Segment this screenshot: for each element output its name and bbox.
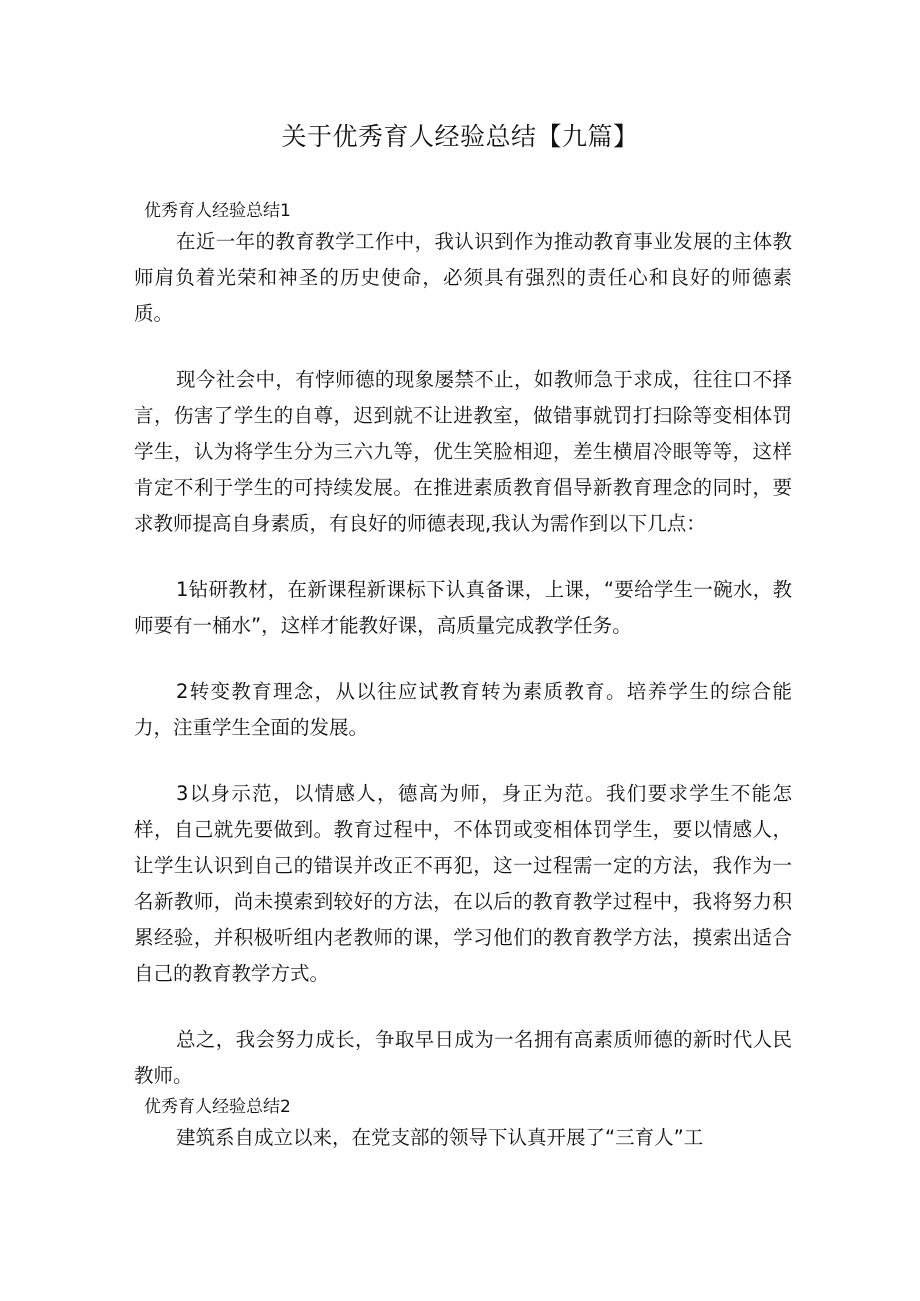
paragraph-spacer [134, 992, 792, 1022]
paragraph-society: 现今社会中，有悖师德的现象屡禁不止，如教师急于求成，往往口不择言，伤害了学生的自尊，迟到就不让进教室，做错事就罚打扫除等变相体罚学生，认为将学生分为三六九等，优生笑脸相迎，差生横眉冷眼等等，这样肯定不利于学生的可持续发展。在推进素质教育倡导新教育理念的同时，要求教师提高自身素质，有良好的师德表现,我认为需作到以下几点： [134, 368, 792, 535]
paragraph-point-1: 1钻研教材，在新课程新课标下认真备课，上课，“要给学生一碗水，教师要有一桶水”，这样才能教好课，高质量完成教学任务。 [134, 578, 792, 637]
paragraph-section2-intro: 建筑系自成立以来，在党支部的领导下认真开展了“三育人”工 [176, 1126, 704, 1149]
paragraph-spacer [134, 746, 792, 776]
paragraph-point-2: 2转变教育理念，从以往应试教育转为素质教育。培养学生的综合能力，注重学生全面的发展。 [134, 680, 792, 739]
paragraph-spacer [134, 332, 792, 362]
paragraph-spacer [134, 644, 792, 674]
section-heading-2: 优秀育人经验总结2 [144, 1097, 291, 1117]
paragraph-point-3: 3以身示范，以情感人，德高为师，身正为范。我们要求学生不能怎样，自己就先要做到。教育过程中，不体罚或变相体罚学生，要以情感人，让学生认识到自己的错误并改正不再犯，这一过程需一定的方法，我作为一名新教师，尚未摸索到较好的方法，在以后的教育教学过程中，我将努力积累经验，并积极听组内老教师的课，学习他们的教育教学方法，摸索出适合自己的教育教学方式。 [134, 782, 792, 985]
document-title: 关于优秀育人经验总结【九篇】 [281, 122, 639, 151]
document-body [134, 198, 792, 1156]
paragraph-intro: 在近一年的教育教学工作中，我认识到作为推动教育事业发展的主体教师肩负着光荣和神圣的历史使命，必须具有强烈的责任心和良好的师德素质。 [134, 230, 792, 325]
paragraph-spacer [134, 542, 792, 572]
paragraph-conclusion: 总之，我会努力成长，争取早日成为一名拥有高素质师德的新时代人民教师。 [134, 1028, 792, 1087]
section-heading-1: 优秀育人经验总结1 [144, 201, 291, 221]
